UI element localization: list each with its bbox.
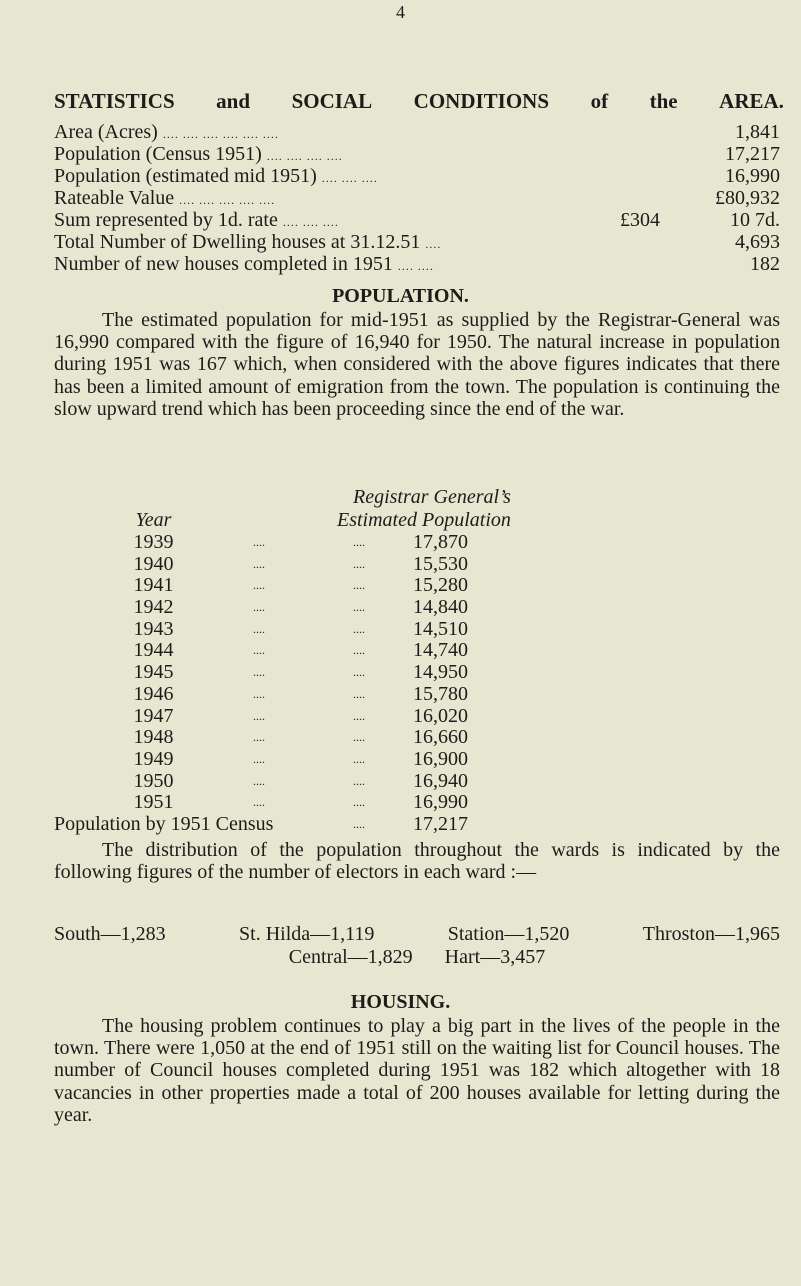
title-word: and bbox=[216, 89, 251, 113]
population-cell: 14,840 bbox=[413, 596, 468, 619]
stat-row bbox=[54, 209, 780, 231]
stat-prefix bbox=[620, 121, 690, 143]
table-row bbox=[54, 749, 780, 771]
stat-value: 1,841 bbox=[735, 121, 780, 143]
population-cell: 14,740 bbox=[413, 639, 468, 662]
stat-row bbox=[54, 231, 780, 253]
leader-dots: .... bbox=[253, 578, 265, 593]
population-cell: 14,950 bbox=[413, 661, 468, 684]
year-cell: 1943 bbox=[133, 617, 174, 640]
leader-dots: .... .... .... .... bbox=[266, 149, 343, 163]
stat-label bbox=[54, 165, 620, 187]
leader-dots: .... .... .... .... .... .... bbox=[162, 127, 279, 141]
leader-dots: .... bbox=[253, 556, 265, 571]
stat-value: 10 7d. bbox=[730, 209, 780, 231]
stat-label bbox=[54, 253, 620, 275]
leader-dots: .... bbox=[253, 643, 265, 658]
ward-electors bbox=[54, 923, 780, 969]
stat-value: 17,217 bbox=[725, 143, 780, 165]
leader-dots: .... bbox=[353, 816, 365, 831]
stat-label-text: Population (Census 1951) bbox=[54, 143, 262, 165]
stat-row bbox=[54, 253, 780, 275]
year-cell: 1946 bbox=[133, 682, 174, 705]
population-cell: 17,870 bbox=[413, 531, 468, 553]
leader-dots: .... bbox=[353, 578, 365, 593]
title-word: STATISTICS bbox=[54, 89, 175, 113]
title-word: SOCIAL bbox=[291, 89, 373, 113]
stat-prefix bbox=[620, 253, 690, 275]
leader-dots: .... bbox=[353, 621, 365, 636]
stat-row bbox=[54, 121, 780, 143]
census-value: 17,217 bbox=[413, 812, 468, 835]
title-word: AREA. bbox=[719, 89, 784, 113]
header-year: Year bbox=[135, 509, 172, 531]
table-row bbox=[54, 662, 780, 684]
year-cell: 1948 bbox=[133, 726, 174, 749]
leader-dots: .... bbox=[353, 708, 365, 723]
population-paragraph bbox=[54, 309, 780, 420]
ward-throston: Throston—1,965 bbox=[642, 923, 780, 945]
year-cell: 1944 bbox=[133, 639, 174, 662]
stat-value: 4,693 bbox=[735, 231, 780, 253]
year-cell: 1942 bbox=[133, 596, 174, 619]
population-cell: 15,780 bbox=[413, 682, 468, 705]
leader-dots: .... bbox=[353, 600, 365, 615]
leader-dots: .... bbox=[253, 621, 265, 636]
leader-dots: .... bbox=[253, 730, 265, 745]
leader-dots: .... bbox=[353, 665, 365, 680]
leader-dots: .... bbox=[253, 773, 265, 788]
population-cell: 16,020 bbox=[413, 704, 468, 727]
stat-value: 16,990 bbox=[725, 165, 780, 187]
table-row bbox=[54, 575, 780, 597]
leader-dots: .... bbox=[353, 773, 365, 788]
leader-dots: .... .... .... bbox=[321, 171, 378, 185]
title-word: CONDITIONS bbox=[413, 89, 550, 113]
leader-dots: .... bbox=[253, 795, 265, 810]
leader-dots: .... bbox=[353, 556, 365, 571]
stat-label bbox=[54, 121, 620, 143]
paragraph-text: The estimated population for mid-1951 as supplied by the Registrar-General was 16,990 compared with the figure of 16,940 for 1950. The natural increase in population during 1951 was 167 which, when considered with the above figures indicates that there has been a limited amount of emigration from the town. The population is continuing the slow upward trend which has been proceeding since the end of the war. bbox=[54, 309, 780, 420]
stat-row bbox=[54, 143, 780, 165]
distribution-paragraph bbox=[54, 839, 780, 883]
population-table bbox=[54, 532, 780, 836]
leader-dots: .... .... .... bbox=[282, 215, 339, 229]
year-cell: 1939 bbox=[133, 531, 174, 553]
statistics-table bbox=[54, 121, 780, 275]
ward-station: Station—1,520 bbox=[447, 923, 570, 945]
stat-label-text: Total Number of Dwelling houses at 31.12.51 bbox=[54, 231, 421, 253]
leader-dots: .... bbox=[353, 730, 365, 745]
table-row bbox=[54, 706, 780, 728]
paragraph-text: The distribution of the population throughout the wards is indicated by the following figures of the number of electors in each ward :— bbox=[54, 839, 780, 884]
stat-prefix bbox=[620, 165, 690, 187]
housing-paragraph bbox=[54, 1015, 780, 1126]
stat-prefix bbox=[620, 231, 690, 253]
leader-dots: .... bbox=[353, 535, 365, 549]
table-header bbox=[54, 486, 780, 532]
table-row bbox=[54, 727, 780, 749]
table-row bbox=[54, 771, 780, 793]
leader-dots: .... bbox=[253, 751, 265, 766]
leader-dots: .... bbox=[353, 751, 365, 766]
leader-dots: .... bbox=[253, 686, 265, 701]
population-cell: 14,510 bbox=[413, 617, 468, 640]
year-cell: 1947 bbox=[133, 704, 174, 727]
leader-dots: .... bbox=[253, 665, 265, 680]
stat-row bbox=[54, 165, 780, 187]
stat-label bbox=[54, 187, 620, 209]
housing-heading: HOUSING. bbox=[350, 991, 451, 1013]
ward-st-hilda: St. Hilda—1,119 bbox=[239, 923, 375, 945]
table-row bbox=[54, 619, 780, 641]
population-heading: POPULATION. bbox=[332, 285, 469, 307]
stat-row bbox=[54, 187, 780, 209]
year-cell: 1945 bbox=[133, 661, 174, 684]
leader-dots: .... bbox=[353, 686, 365, 701]
stat-value: £80,932 bbox=[715, 187, 780, 209]
stat-prefix bbox=[620, 187, 690, 209]
paragraph-text: The housing problem continues to play a big part in the lives of the people in the town. There were 1,050 at the end of 1951 still on the waiting list for Council houses. The number of Council houses completed during 1951 was 182 which altogether with 18 vacancies in other properties made a total of 200 houses available for letting during the year. bbox=[54, 1015, 780, 1126]
leader-dots: .... bbox=[425, 237, 442, 251]
population-cell: 16,900 bbox=[413, 747, 468, 770]
table-row bbox=[54, 554, 780, 576]
page-number: 4 bbox=[396, 2, 405, 22]
header-line1: Registrar General’s bbox=[353, 486, 511, 508]
census-row bbox=[54, 814, 780, 836]
leader-dots: .... bbox=[253, 535, 265, 549]
ward-south: South—1,283 bbox=[54, 923, 166, 945]
leader-dots: .... bbox=[253, 708, 265, 723]
ward-central: Central—1,829 bbox=[288, 946, 413, 968]
stat-label-text: Sum represented by 1d. rate bbox=[54, 209, 278, 231]
year-cell: 1950 bbox=[133, 769, 174, 792]
ward-hart: Hart—3,457 bbox=[444, 946, 546, 968]
year-cell: 1940 bbox=[133, 552, 174, 575]
stat-label bbox=[54, 209, 620, 231]
table-row bbox=[54, 532, 780, 554]
title-word: the bbox=[649, 89, 678, 113]
stat-label bbox=[54, 143, 620, 165]
stat-label-text: Area (Acres) bbox=[54, 121, 158, 143]
table-row bbox=[54, 684, 780, 706]
population-cell: 16,990 bbox=[413, 791, 468, 814]
stat-prefix bbox=[620, 143, 690, 165]
leader-dots: .... bbox=[353, 795, 365, 810]
table-row bbox=[54, 640, 780, 662]
leader-dots: .... .... bbox=[397, 259, 434, 273]
stat-label bbox=[54, 231, 620, 253]
stat-prefix: £304 bbox=[620, 209, 660, 231]
census-label: Population by 1951 Census bbox=[54, 812, 274, 835]
page-title bbox=[54, 89, 784, 114]
population-cell: 15,280 bbox=[413, 574, 468, 597]
stat-label-text: Rateable Value bbox=[54, 187, 175, 209]
year-cell: 1941 bbox=[133, 574, 174, 597]
leader-dots: .... bbox=[253, 600, 265, 615]
table-row bbox=[54, 597, 780, 619]
table-row bbox=[54, 792, 780, 814]
stat-value: 182 bbox=[750, 253, 780, 275]
year-cell: 1949 bbox=[133, 747, 174, 770]
year-cell: 1951 bbox=[133, 791, 174, 814]
population-cell: 16,940 bbox=[413, 769, 468, 792]
title-word: of bbox=[590, 89, 609, 113]
stat-label-text: Number of new houses completed in 1951 bbox=[54, 253, 393, 275]
leader-dots: .... .... .... .... .... bbox=[179, 193, 276, 207]
leader-dots: .... bbox=[353, 643, 365, 658]
stat-label-text: Population (estimated mid 1951) bbox=[54, 165, 317, 187]
population-cell: 16,660 bbox=[413, 726, 468, 749]
population-cell: 15,530 bbox=[413, 552, 468, 575]
header-line2: Estimated Population bbox=[337, 509, 511, 531]
